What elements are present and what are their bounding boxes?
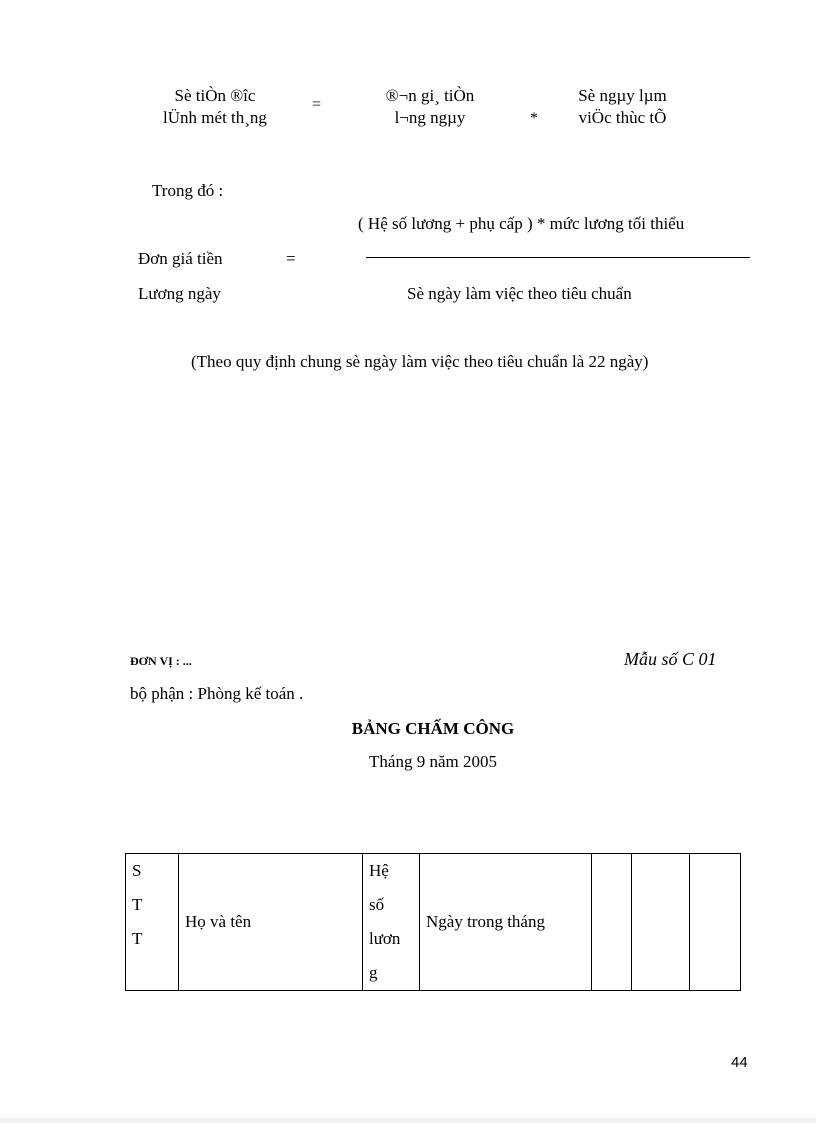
stt-header [126, 854, 179, 991]
coefficient-part: số [369, 895, 385, 914]
unit-label: ĐƠN VỊ : ... [130, 654, 192, 668]
coefficient-header [363, 854, 420, 991]
extra-column-2 [632, 854, 690, 991]
form-code: Mẫu số C 01 [624, 649, 717, 669]
formula1-right-line1: Sè ngµy lµm [578, 86, 667, 105]
formula1-right-line2: viÖc thùc tÕ [578, 108, 667, 127]
page-bottom-edge [0, 1118, 816, 1123]
formula1-times: * [530, 110, 538, 127]
formula1-left-line1: Sè tiÒn ®îc [174, 86, 256, 105]
stt-char: S [132, 861, 142, 880]
document-title: BẢNG CHẤM CÔNG [351, 719, 515, 738]
formula2-denominator: Sè ngày làm việc theo tiêu chuẩn [407, 284, 632, 303]
formula1-left-line2: lÜnh mét th¸ng [163, 108, 267, 127]
table-header-row [126, 854, 741, 991]
coefficient-part: lươn [369, 929, 401, 948]
formula2-left-line1: Đơn giá tiền [138, 249, 223, 268]
stt-char: T [132, 895, 143, 914]
document-subtitle: Tháng 9 năm 2005 [369, 752, 497, 771]
formula2-equals: = [286, 249, 296, 268]
department-label: bộ phận : Phòng kế toán . [130, 684, 304, 703]
attendance-table [125, 853, 741, 991]
formula1-mid-line1: ®¬n gi¸ tiÒn [385, 86, 475, 105]
extra-column-1 [592, 854, 632, 991]
extra-column-3 [690, 854, 741, 991]
formula1-mid-line2: l¬ng ngµy [394, 108, 466, 127]
name-header: Họ và tên [179, 854, 363, 991]
coefficient-part: g [369, 963, 378, 982]
standard-days-note: (Theo quy định chung sè ngày làm việc theo tiêu chuẩn là 22 ngày) [191, 352, 649, 371]
formula1-equals: = [312, 96, 322, 113]
page-number: 44 [731, 1054, 748, 1071]
formula2-left-line2: Lương ngày [138, 284, 221, 303]
coefficient-part: Hệ [369, 861, 389, 880]
formula2-numerator: ( Hệ số lương + phụ cấp ) * mức lương tối thiểu [358, 214, 685, 233]
where-label: Trong đó : [152, 181, 224, 200]
days-in-month-header: Ngày trong tháng [420, 854, 592, 991]
stt-char: T [132, 929, 143, 948]
fraction-line [366, 257, 750, 258]
